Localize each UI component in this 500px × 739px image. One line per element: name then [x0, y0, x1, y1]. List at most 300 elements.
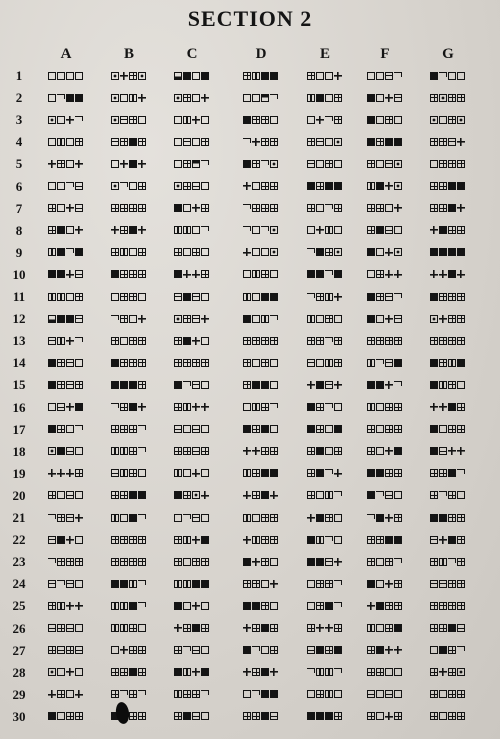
quartered-square-icon	[48, 602, 56, 610]
plus-sign-icon	[66, 337, 74, 345]
quartered-square-icon	[252, 712, 260, 720]
symbol-cell	[243, 623, 278, 634]
quartered-square-icon	[129, 293, 137, 301]
quartered-square-icon	[138, 381, 146, 389]
filled-square-icon	[174, 204, 182, 212]
filled-square-icon	[307, 558, 315, 566]
symbol-cell	[111, 136, 146, 147]
quartered-square-icon	[307, 624, 315, 632]
empty-square-icon	[376, 160, 384, 168]
quartered-square-icon	[48, 491, 56, 499]
triple-bar-square-icon	[243, 514, 251, 522]
plus-sign-icon	[334, 72, 342, 80]
quartered-square-icon	[439, 337, 447, 345]
quartered-square-icon	[307, 138, 315, 146]
filled-square-icon	[111, 359, 119, 367]
filled-square-icon	[316, 646, 324, 654]
horizontally-split-square-icon	[439, 447, 447, 455]
plus-sign-icon	[385, 514, 393, 522]
empty-square-icon	[325, 94, 333, 102]
filled-square-icon	[138, 491, 146, 499]
quartered-square-icon	[129, 536, 137, 544]
symbol-cell	[111, 512, 146, 523]
column-header-b: B	[123, 46, 134, 62]
quartered-square-icon	[75, 381, 83, 389]
horizontally-split-square-icon	[120, 116, 128, 124]
filled-square-icon	[367, 491, 375, 499]
quartered-square-icon	[252, 668, 260, 676]
horizontally-split-square-icon	[111, 138, 119, 146]
quartered-square-icon	[120, 293, 128, 301]
empty-square-icon	[129, 248, 137, 256]
dotted-square-icon	[138, 72, 146, 80]
quartered-square-icon	[439, 293, 447, 301]
empty-square-icon	[439, 116, 447, 124]
symbol-cell	[174, 490, 209, 501]
symbol-cell	[307, 269, 342, 280]
quartered-square-icon	[430, 94, 438, 102]
filled-square-icon	[448, 536, 456, 544]
symbol-cell	[243, 556, 278, 567]
quartered-square-icon	[270, 514, 278, 522]
quartered-square-icon	[243, 72, 251, 80]
column-header-d: D	[255, 46, 267, 62]
symbol-cell	[243, 711, 278, 722]
row-number: 20	[12, 487, 26, 503]
quartered-square-icon	[457, 293, 465, 301]
corner-hook-icon	[394, 293, 402, 298]
empty-square-icon	[367, 270, 375, 278]
plus-sign-icon	[120, 160, 128, 168]
symbol-cell	[367, 711, 402, 722]
empty-square-icon	[243, 94, 251, 102]
empty-square-icon	[201, 514, 209, 522]
triple-bar-square-icon	[325, 668, 333, 676]
quartered-square-icon	[448, 381, 456, 389]
quartered-square-icon	[120, 668, 128, 676]
symbol-cell	[48, 623, 83, 634]
quartered-square-icon	[192, 359, 200, 367]
quartered-square-icon	[174, 447, 182, 455]
horizontally-split-square-icon	[307, 646, 315, 654]
corner-hook-icon	[120, 690, 128, 695]
symbol-cell	[307, 600, 342, 611]
filled-square-icon	[261, 712, 269, 720]
quartered-square-icon	[430, 712, 438, 720]
quartered-square-icon	[270, 337, 278, 345]
filled-square-icon	[129, 491, 137, 499]
triple-bar-square-icon	[48, 248, 56, 256]
quartered-square-icon	[334, 624, 342, 632]
symbol-cell	[48, 225, 83, 236]
symbol-cell	[174, 667, 209, 678]
filled-square-icon	[129, 514, 137, 522]
quartered-square-icon	[457, 536, 465, 544]
filled-square-icon	[316, 469, 324, 477]
triple-bar-square-icon	[252, 403, 260, 411]
filled-square-icon	[261, 491, 269, 499]
empty-square-icon	[111, 293, 119, 301]
quartered-square-icon	[270, 624, 278, 632]
empty-square-icon	[192, 72, 200, 80]
quartered-square-icon	[367, 204, 375, 212]
empty-square-icon	[457, 491, 465, 499]
quartered-square-icon	[367, 160, 375, 168]
quartered-square-icon	[261, 116, 269, 124]
quartered-square-icon	[138, 359, 146, 367]
empty-square-icon	[367, 72, 375, 80]
filled-square-icon	[243, 602, 251, 610]
quartered-square-icon	[394, 712, 402, 720]
quartered-square-icon	[129, 558, 137, 566]
empty-square-icon	[138, 469, 146, 477]
empty-square-icon	[376, 94, 384, 102]
empty-square-icon	[394, 226, 402, 234]
empty-square-icon	[334, 536, 342, 544]
filled-square-icon	[120, 580, 128, 588]
empty-square-icon	[307, 602, 315, 610]
plus-sign-icon	[334, 381, 342, 389]
empty-square-icon	[243, 270, 251, 278]
plus-sign-icon	[120, 72, 128, 80]
symbol-cell	[367, 490, 402, 501]
symbol-cell	[243, 645, 278, 656]
quartered-square-icon	[111, 536, 119, 544]
quartered-square-icon	[367, 646, 375, 654]
symbol-cell	[174, 645, 209, 656]
dotted-square-icon	[192, 491, 200, 499]
horizontally-split-square-icon	[367, 690, 375, 698]
triple-bar-square-icon	[57, 602, 65, 610]
quartered-square-icon	[138, 182, 146, 190]
symbol-cell	[307, 446, 342, 457]
horizontally-split-square-icon	[325, 381, 333, 389]
plus-sign-icon	[66, 116, 74, 124]
corner-hook-icon	[448, 558, 456, 563]
quartered-square-icon	[261, 514, 269, 522]
quartered-square-icon	[252, 160, 260, 168]
symbol-cell	[243, 291, 278, 302]
quartered-square-icon	[394, 425, 402, 433]
horizontally-split-square-icon	[430, 536, 438, 544]
empty-square-icon	[75, 668, 83, 676]
empty-square-icon	[376, 403, 384, 411]
symbol-cell	[243, 402, 278, 413]
quartered-square-icon	[325, 315, 333, 323]
symbol-cell	[243, 446, 278, 457]
empty-square-icon	[66, 690, 74, 698]
empty-square-icon	[201, 248, 209, 256]
corner-hook-icon	[325, 403, 333, 408]
plus-sign-icon	[192, 536, 200, 544]
empty-square-icon	[201, 293, 209, 301]
triple-bar-square-icon	[111, 514, 119, 522]
symbol-cell	[48, 114, 83, 125]
empty-square-icon	[57, 182, 65, 190]
empty-square-icon	[75, 359, 83, 367]
quartered-square-icon	[439, 204, 447, 212]
corner-hook-icon	[66, 182, 74, 187]
quartered-square-icon	[75, 712, 83, 720]
corner-hook-icon	[394, 72, 402, 77]
symbol-cell	[307, 313, 342, 324]
filled-square-icon	[183, 72, 191, 80]
triple-bar-square-icon	[183, 116, 191, 124]
symbol-cell	[174, 556, 209, 567]
filled-square-icon	[201, 668, 209, 676]
quartered-square-icon	[430, 182, 438, 190]
symbol-cell	[174, 578, 209, 589]
symbol-cell	[367, 645, 402, 656]
symbol-cell	[111, 468, 146, 479]
symbol-cell	[174, 92, 209, 103]
plus-sign-icon	[448, 447, 456, 455]
empty-square-icon	[192, 138, 200, 146]
quartered-square-icon	[448, 94, 456, 102]
empty-square-icon	[66, 226, 74, 234]
symbol-cell	[307, 114, 342, 125]
empty-square-icon	[430, 160, 438, 168]
triple-bar-square-icon	[325, 359, 333, 367]
dotted-square-icon	[394, 160, 402, 168]
quartered-square-icon	[376, 668, 384, 676]
plus-sign-icon	[66, 536, 74, 544]
quartered-square-icon	[261, 602, 269, 610]
filled-square-icon	[270, 469, 278, 477]
symbol-cell	[111, 114, 146, 125]
row-number: 4	[15, 134, 23, 150]
symbol-cell	[430, 114, 465, 125]
symbol-cell	[111, 158, 146, 169]
filled-square-icon	[243, 116, 251, 124]
quartered-square-icon	[129, 690, 137, 698]
corner-hook-icon	[183, 381, 191, 386]
symbol-cell	[48, 158, 83, 169]
empty-square-icon	[201, 646, 209, 654]
quartered-square-icon	[430, 337, 438, 345]
filled-square-icon	[201, 72, 209, 80]
symbol-cell	[243, 534, 278, 545]
quartered-square-icon	[376, 138, 384, 146]
symbol-cell	[174, 512, 209, 523]
filled-square-icon	[57, 315, 65, 323]
filled-square-icon	[66, 94, 74, 102]
filled-square-icon	[376, 646, 384, 654]
quartered-square-icon	[457, 690, 465, 698]
plus-sign-icon	[138, 315, 146, 323]
filled-square-icon	[367, 116, 375, 124]
empty-square-icon	[183, 558, 191, 566]
symbol-cell	[48, 556, 83, 567]
quartered-square-icon	[183, 624, 191, 632]
quartered-square-icon	[138, 558, 146, 566]
empty-square-icon	[439, 690, 447, 698]
quartered-square-icon	[325, 160, 333, 168]
empty-square-icon	[376, 712, 384, 720]
quartered-square-icon	[57, 160, 65, 168]
symbol-cell	[243, 225, 278, 236]
filled-square-icon	[243, 315, 251, 323]
row-number: 12	[12, 311, 26, 327]
symbol-cell	[174, 225, 209, 236]
symbol-cell	[430, 623, 465, 634]
triple-bar-square-icon	[174, 580, 182, 588]
horizontally-split-square-icon	[75, 204, 83, 212]
quartered-square-icon	[334, 116, 342, 124]
symbol-cell	[243, 357, 278, 368]
symbol-cell	[367, 335, 402, 346]
quartered-square-icon	[111, 248, 119, 256]
symbol-cell	[111, 379, 146, 390]
corner-hook-icon	[183, 646, 191, 651]
symbol-cell	[367, 114, 402, 125]
horizontally-split-square-icon	[448, 138, 456, 146]
horizontally-split-square-icon	[192, 182, 200, 190]
row-number: 1	[15, 68, 23, 83]
symbol-cell	[174, 402, 209, 413]
quartered-square-icon	[57, 690, 65, 698]
quartered-square-icon	[448, 668, 456, 676]
empty-square-icon	[75, 624, 83, 632]
quartered-square-icon	[334, 94, 342, 102]
plus-sign-icon	[307, 514, 315, 522]
quartered-square-icon	[394, 602, 402, 610]
quartered-square-icon	[243, 381, 251, 389]
corner-hook-icon	[439, 72, 447, 77]
triple-bar-square-icon	[120, 624, 128, 632]
empty-square-icon	[316, 491, 324, 499]
filled-square-icon	[48, 381, 56, 389]
quartered-square-icon	[243, 359, 251, 367]
horizontally-split-square-icon	[174, 293, 182, 301]
symbol-cell	[111, 247, 146, 258]
filled-square-icon	[376, 182, 384, 190]
quartered-square-icon	[261, 447, 269, 455]
plus-sign-icon	[174, 624, 182, 632]
empty-square-icon	[334, 403, 342, 411]
dotted-square-icon	[111, 116, 119, 124]
quartered-square-icon	[448, 712, 456, 720]
filled-square-icon	[261, 381, 269, 389]
triple-bar-square-icon	[307, 315, 315, 323]
horizontally-split-square-icon	[192, 514, 200, 522]
symbol-cell	[430, 158, 465, 169]
quartered-square-icon	[183, 491, 191, 499]
filled-square-icon	[316, 712, 324, 720]
empty-square-icon	[270, 558, 278, 566]
horizontally-split-square-icon	[192, 447, 200, 455]
horizontally-split-square-icon	[316, 138, 324, 146]
filled-square-icon	[334, 646, 342, 654]
triple-bar-square-icon	[57, 293, 65, 301]
quartered-square-icon	[307, 337, 315, 345]
symbol-cell	[367, 379, 402, 390]
symbol-cell	[48, 600, 83, 611]
quartered-square-icon	[201, 204, 209, 212]
triple-bar-square-icon	[120, 469, 128, 477]
empty-square-icon	[376, 624, 384, 632]
plus-sign-icon	[243, 668, 251, 676]
symbol-cell	[48, 203, 83, 214]
row-number: 18	[12, 443, 26, 459]
quartered-square-icon	[448, 514, 456, 522]
corner-hook-icon	[138, 580, 146, 585]
quartered-square-icon	[138, 138, 146, 146]
plus-sign-icon	[316, 116, 324, 124]
empty-square-icon	[75, 580, 83, 588]
quartered-square-icon	[129, 270, 137, 278]
filled-square-icon	[75, 403, 83, 411]
plus-sign-icon	[192, 403, 200, 411]
quartered-square-icon	[385, 116, 393, 124]
triple-bar-square-icon	[57, 138, 65, 146]
quartered-square-icon	[138, 536, 146, 544]
plus-sign-icon	[192, 116, 200, 124]
quartered-square-icon	[385, 624, 393, 632]
triple-bar-square-icon	[316, 668, 324, 676]
quartered-square-icon	[385, 602, 393, 610]
filled-square-icon	[75, 94, 83, 102]
filled-square-icon	[367, 469, 375, 477]
symbol-cell	[174, 247, 209, 258]
corner-hook-icon	[111, 315, 119, 320]
filled-square-icon	[48, 425, 56, 433]
quartered-square-icon	[252, 491, 260, 499]
corner-hook-icon	[75, 337, 83, 342]
symbol-cell	[111, 92, 146, 103]
plus-sign-icon	[66, 668, 74, 676]
quartered-square-icon	[183, 690, 191, 698]
corner-hook-icon	[243, 204, 251, 209]
empty-square-icon	[430, 646, 438, 654]
empty-square-icon	[192, 94, 200, 102]
quartered-square-icon	[66, 646, 74, 654]
quartered-square-icon	[66, 712, 74, 720]
triple-bar-square-icon	[183, 403, 191, 411]
quartered-square-icon	[201, 447, 209, 455]
filled-square-icon	[367, 293, 375, 301]
empty-square-icon	[57, 491, 65, 499]
symbol-cell	[174, 711, 209, 722]
corner-hook-icon	[201, 690, 209, 695]
symbol-cell	[48, 247, 83, 258]
filled-square-icon	[439, 514, 447, 522]
filled-square-icon	[192, 624, 200, 632]
empty-square-icon	[201, 712, 209, 720]
symbol-cell	[367, 402, 402, 413]
filled-square-icon	[334, 425, 342, 433]
filled-square-icon	[174, 270, 182, 278]
symbol-cell	[243, 424, 278, 435]
filled-square-icon	[243, 646, 251, 654]
quartered-square-icon	[261, 337, 269, 345]
plus-sign-icon	[66, 403, 74, 411]
quartered-square-icon	[129, 447, 137, 455]
symbol-cell	[111, 225, 146, 236]
empty-square-icon	[138, 624, 146, 632]
plus-sign-icon	[201, 491, 209, 499]
triple-bar-square-icon	[111, 602, 119, 610]
row-number: 16	[12, 399, 26, 415]
quartered-square-icon	[448, 226, 456, 234]
empty-square-icon	[376, 116, 384, 124]
empty-square-icon	[57, 116, 65, 124]
quartered-square-icon	[129, 116, 137, 124]
filled-square-icon	[448, 204, 456, 212]
quartered-square-icon	[111, 558, 119, 566]
corner-hook-icon	[334, 580, 342, 585]
symbol-cell	[307, 645, 342, 656]
